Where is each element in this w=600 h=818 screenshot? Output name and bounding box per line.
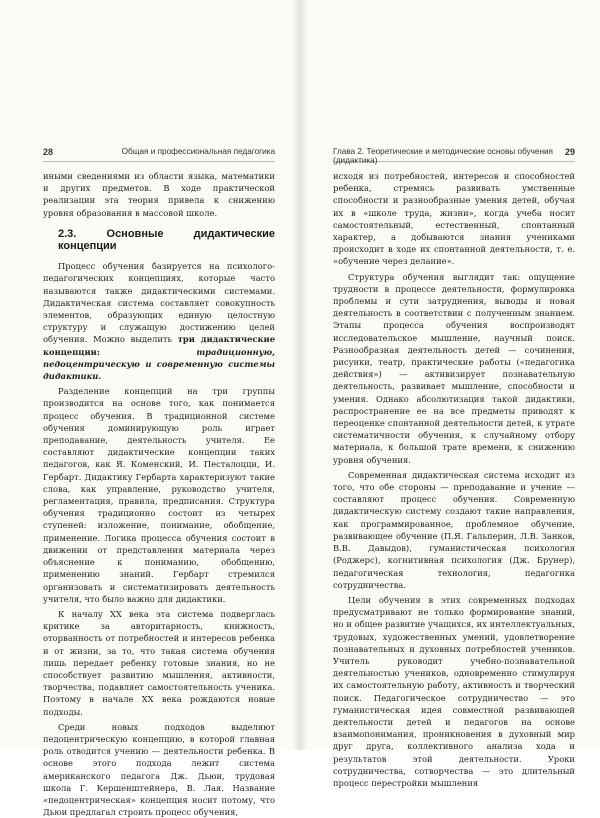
right-page-body — [333, 170, 575, 789]
left-running-title: Общая и профессиональная педагогика — [121, 147, 275, 156]
left-page-body — [43, 170, 275, 818]
left-paragraph-1 — [43, 260, 275, 382]
right-running-title: Глава 2. Теоретические и методические основы обучения (дидактика) — [333, 147, 553, 165]
left-paragraph-3: К началу XX века эта система подверглась критике за авторитарность, книжность, оторванность от потребностей и интересов ребенка и от жизни, за то, что такая система обучения лишь передает ребенку готовые знания, но не способствует развитию мышления, активности, творчества, подавляет самостоятельность ученика. Поэтому в начале XX века рождаются новые подходы. — [43, 608, 275, 717]
right-paragraph-4: Цели обучения в этих современных подходах предусматривают не только формирование знаний, но и общее развитие учащихся, их интеллектуальных, трудовых, художественных умений, удовлетворение познавательных и духовных потребностей учеников. Учитель руководит учебно-познавательной деятельностью учеников, одновременно стимулируя их самостоятельную работу, активность и творческий поиск. Педагогическое сотрудничество — это гуманистическая идея совместной развивающей деятельности детей и педагогов на основе взаимопонимания, проникновения в духовный мир друг друга, коллективного анализа хода и результатов этой деятельности. Уроки сотрудничества, сотворчества — это длительный процесс перестройки мышления — [333, 594, 575, 788]
left-paragraph-4: Среди новых подходов выделяют педоцентрическую концепцию, в которой главная роль отводится учению — деятельности ребенка. В основе этого подхода лежит система американского педагога Дж. Дьюи, трудовая школа Г. Кершенштейнера, В. Лая. Название «педоцентрическая» концепция носит потому, что Дьюи предлагал строить процесс обучения, — [43, 721, 275, 818]
right-page — [300, 0, 600, 788]
left-paragraph-1-emphasis: традиционную, педоцентрическую и современную системы дидактики. — [43, 346, 275, 382]
right-paragraph-3: Современная дидактическая система исходит из того, что обе стороны — преподавание и учение — составляют процесс обучения. Современную дидактическую систему создают такие направления, как программированное, проблемное обучение, развивающее обучение (П.Я. Гальперин, Л.В. Занков, В.В. Давыдов), гуманистическая психология (Роджерс), когнитивная психология (Дж. Брунер), педагогическая технология, педагогика сотрудничества. — [333, 469, 575, 590]
book-gutter-shadow — [292, 0, 308, 750]
left-page-number: 28 — [43, 147, 54, 157]
left-page-header — [43, 147, 275, 162]
left-paragraph-1-bold: три дидактические концепции: — [43, 334, 276, 357]
right-page-header — [333, 147, 575, 165]
left-paragraph-1-text: Процесс обучения базируется на психолого-педагогических концепциях, которые часто называются также дидактическими системами. Дидактическая система составляет совокупность элементов, образующих единую целостную структуру и служащую достижению целей обучения. Можно выделить — [43, 261, 275, 345]
left-paragraph-2: Разделение концепций на три группы производится на основе того, как понимается процесс обучения. В традиционной системе обучения доминирующую роль играет преподавание, деятельность учителя. Ее составляют дидактические концепции таких педагогов, как Я. Коменский, И. Песталоцци, И. Гербарт. Дидактику Гербарта характеризуют такие слова, как управление, руководство учителя, регламентация, правила, предписания. Структура обучения традиционно состоит из четырех ступеней: изложение, понимание, обобщение, применение. Логика процесса обучения состоит в движении от представления материала через объяснение к пониманию, обобщению, применению знаний. Гербарт стремился организовать и систематизировать деятельность учителя, что было важно для дидактики. — [43, 386, 275, 604]
right-paragraph-1: исходя из потребностей, интересов и способностей ребенка, стремясь развивать умственные способности и разнообразные умения детей, обучая их в «школе труда, жизни», когда учеба носит самостоятельный, естественный, спонтанный характер, а добываются знания учениками происходит в ходе их спонтанной деятельности, т. е. «обучение через делание». — [333, 171, 575, 267]
section-heading: 2.3. Основные дидактические концепции — [58, 227, 275, 253]
right-page-number: 29 — [564, 147, 575, 157]
left-intro-paragraph: иными сведениями из области языка, математики и других предметов. В ходе практической реализации эта теория привела к снижению уровня образования в массовой школе. — [43, 171, 275, 218]
right-paragraph-2: Структура обучения выглядит так: ощущение трудности в процессе деятельности, формулировка проблемы и сути затруднения, выводы и новая деятельность в соответствии с полученным знанием. Этапы процесса обучения воспроизводят исследовательское мышление, научный поиск. Разнообразная деятельность детей — сочинения, рисунки, театр, практические работы («педагогика действия») — активизирует познавательную деятельность, развивает мышление, способности и умения. Однако абсолютизация такой дидактики, распространение ее на все предметы приводят к переоценке спонтанной деятельности детей, к утрате систематичности обучения, к случайному отбору материала, к большой трате времени, к снижению уровня обучения. — [333, 271, 575, 465]
